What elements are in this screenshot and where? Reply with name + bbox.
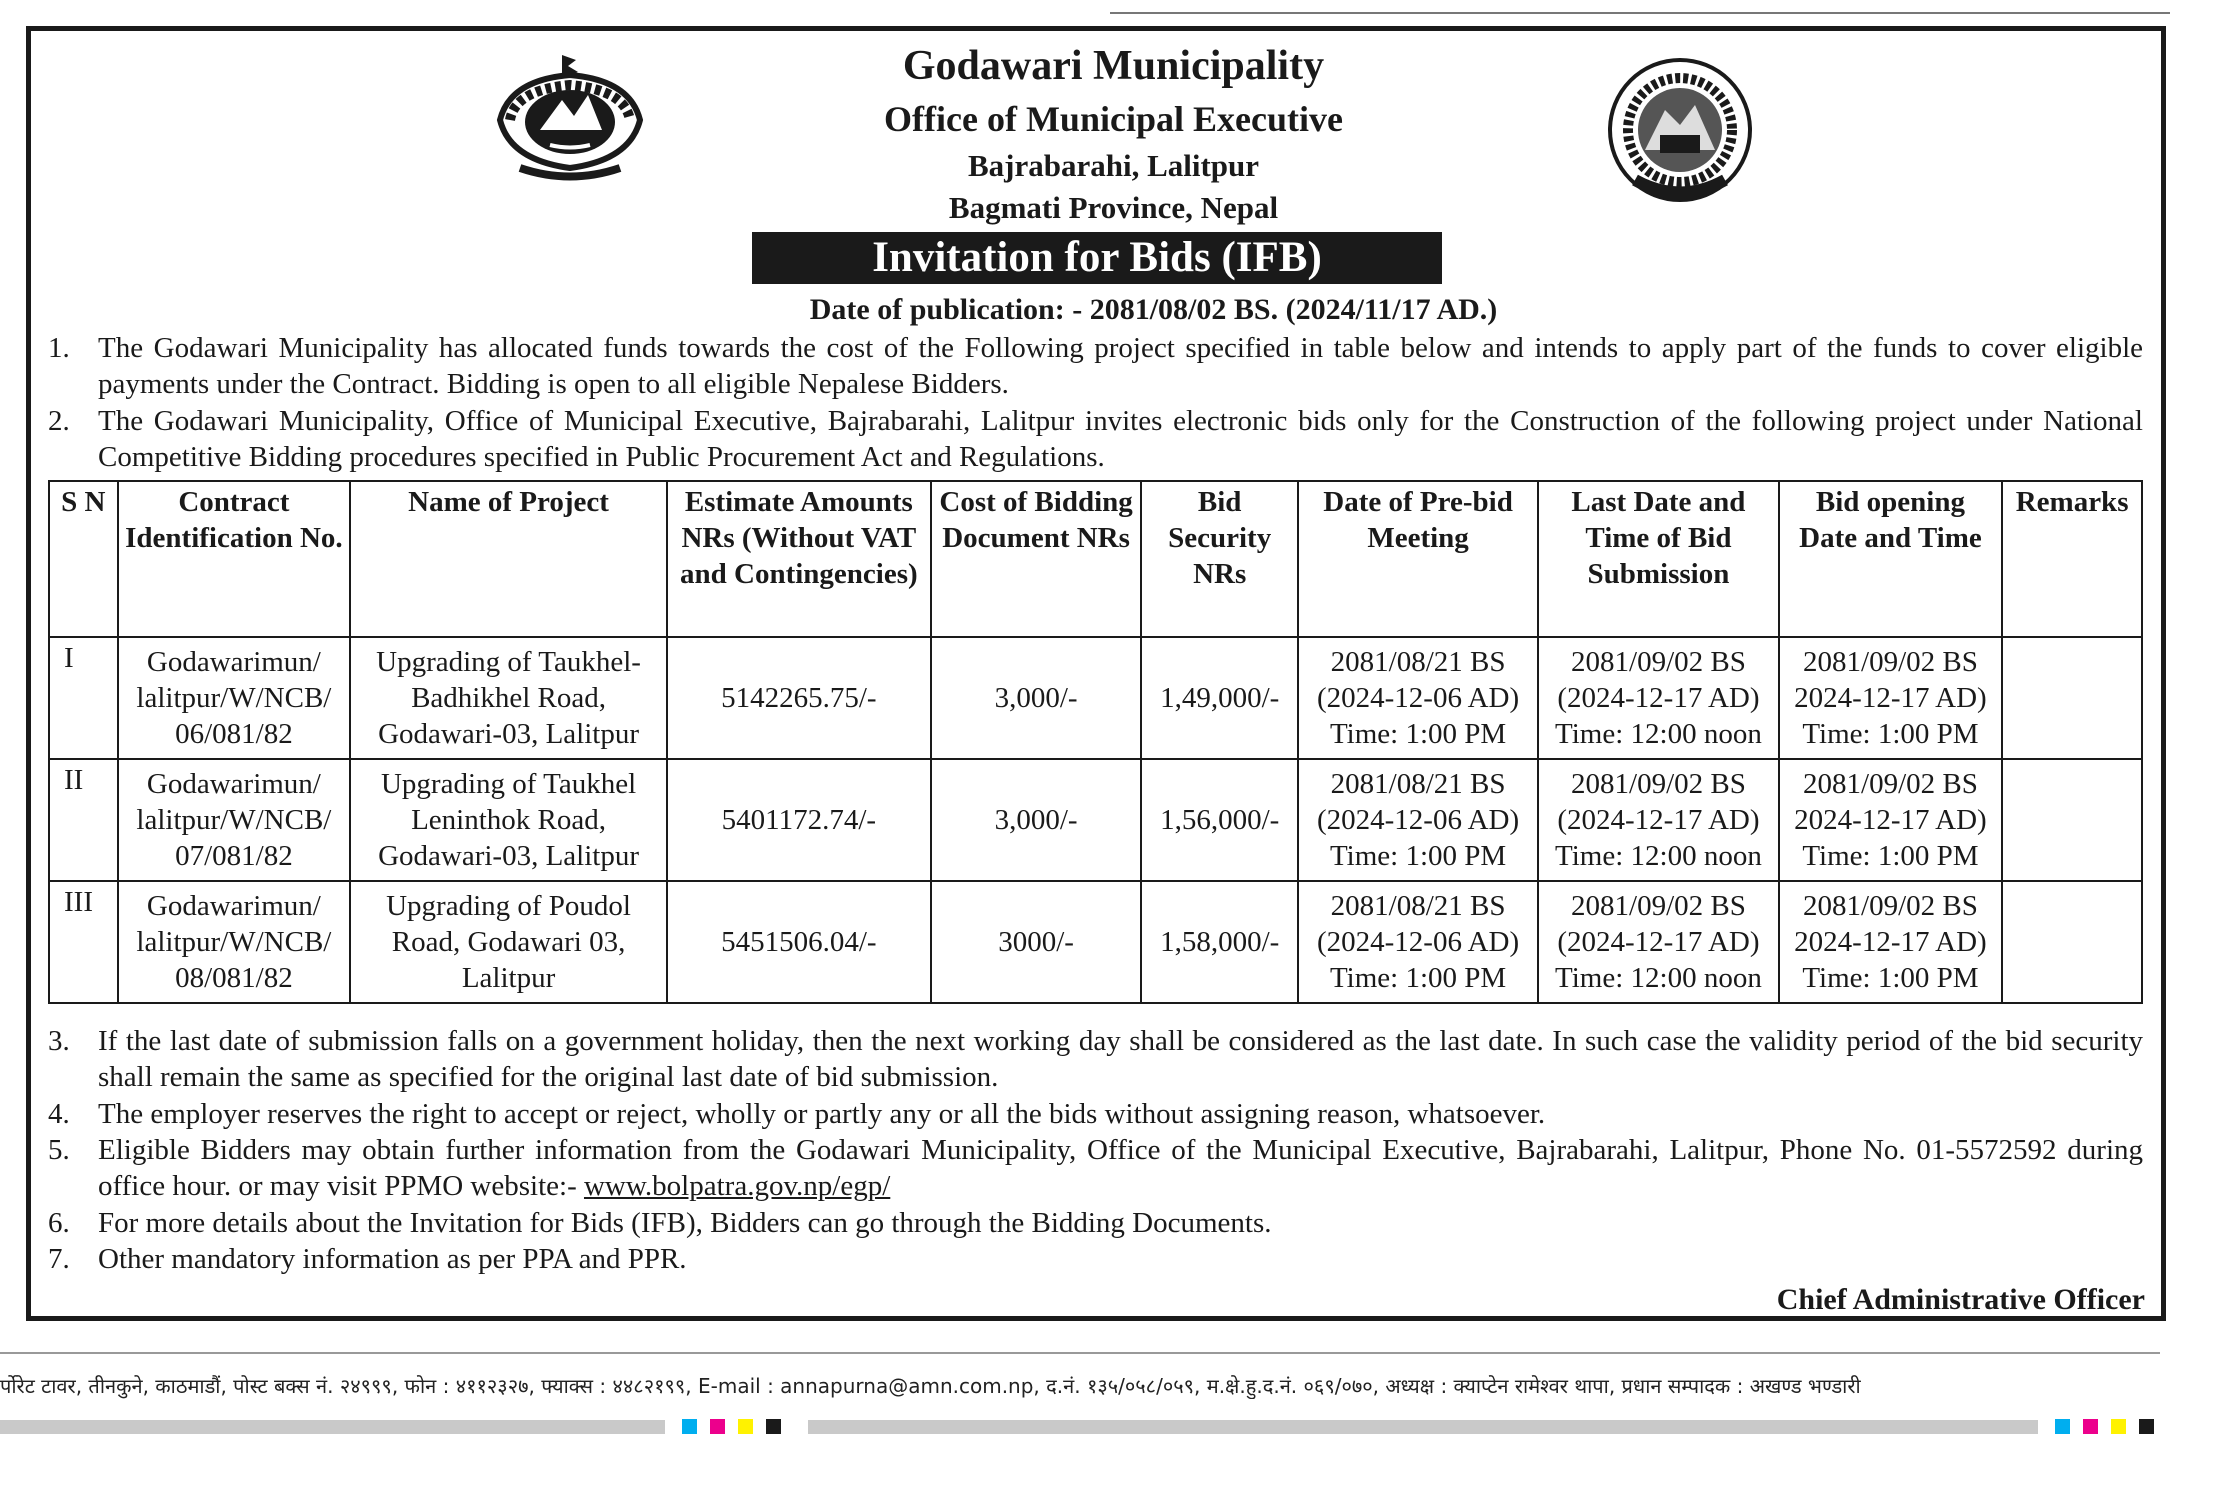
cell-line: (2024-12-06 AD) xyxy=(1316,926,1520,958)
table-row xyxy=(49,759,2142,881)
cell-bid-security: 1,56,000/- xyxy=(1141,759,1298,881)
cell-project-name xyxy=(350,881,667,1003)
cell-line: Upgrading of Taukhel xyxy=(380,768,637,800)
yellow-mark xyxy=(738,1419,753,1434)
cell-opening xyxy=(1779,881,2003,1003)
paragraph-number: 2. xyxy=(48,405,70,437)
column-header: Cost of Bidding Document NRs xyxy=(931,481,1142,637)
signatory-title: Chief Administrative Officer xyxy=(1776,1283,2145,1316)
cell-line: 2081/08/21 BS xyxy=(1330,646,1506,678)
closing-paragraph xyxy=(48,1096,2143,1132)
cell-line: Time: 1:00 PM xyxy=(1329,840,1507,872)
paragraph-number: 5. xyxy=(48,1134,70,1166)
column-header: Bid Security NRs xyxy=(1141,481,1298,637)
cell-doc-cost: 3,000/- xyxy=(931,637,1142,759)
cell-contract-id xyxy=(118,637,351,759)
cell-prebid xyxy=(1298,637,1538,759)
cell-sn: II xyxy=(49,759,118,881)
cell-opening xyxy=(1779,637,2003,759)
magenta-mark xyxy=(710,1419,725,1434)
magenta-mark xyxy=(2083,1419,2098,1434)
footer-divider xyxy=(0,1352,2160,1354)
publisher-footer: र्पोरेट टावर, तीनकुने, काठमाडौं, पोस्ट बक्स नं. २४९९९, फोन : ४११२३२७, फ्याक्स : ४४८२१९९, E-mail : annapurna@amn.com.np, द.नं. १३५/०५८/०५९, म.क्षे.हु.द.नं. ०६९/०७०, अध्यक्ष : क्याप्टेन रामेश्वर थापा, प्रधान सम्पादक : अखण्ड भण्डारी xyxy=(0,1374,1861,1398)
cell-doc-cost: 3,000/- xyxy=(931,759,1142,881)
cell-line: Lalitpur xyxy=(461,962,556,994)
cell-submission xyxy=(1538,881,1778,1003)
bids-table xyxy=(48,480,2143,1004)
black-mark xyxy=(2139,1419,2154,1434)
cell-line: 2081/08/21 BS xyxy=(1330,890,1506,922)
cell-bid-security: 1,58,000/- xyxy=(1141,881,1298,1003)
cell-project-name xyxy=(350,637,667,759)
table-row xyxy=(49,881,2142,1003)
paragraph-text: The Godawari Municipality, Office of Municipal Executive, Bajrabarahi, Lalitpur invites electronic bids only for the Construction of the following project under National Competitive Bidding procedures specified in Public Procurement Act and Regulations. xyxy=(98,405,2143,473)
cell-project-name xyxy=(350,759,667,881)
cell-line: 2081/09/02 BS xyxy=(1803,768,1978,800)
cell-estimate: 5142265.75/- xyxy=(667,637,931,759)
paragraph-number: 4. xyxy=(48,1098,70,1130)
province-name: Bagmati Province, Nepal xyxy=(948,190,1279,225)
cell-line: Time: 1:00 PM xyxy=(1329,962,1507,994)
registration-bar xyxy=(808,1420,2038,1434)
cell-prebid xyxy=(1298,881,1538,1003)
cell-estimate: 5451506.04/- xyxy=(667,881,931,1003)
cell-line: lalitpur/W/NCB/ xyxy=(136,926,332,958)
cell-doc-cost: 3000/- xyxy=(931,881,1142,1003)
cell-line: (2024-12-17 AD) xyxy=(1557,682,1760,714)
closing-paragraph xyxy=(48,1132,2143,1204)
yellow-mark xyxy=(2111,1419,2126,1434)
table-header-row xyxy=(49,481,2142,637)
cell-line: Road, Godawari 03, xyxy=(391,926,626,958)
paragraph-text: If the last date of submission falls on a government holiday, then the next working day shall be considered as the last date. In such case the validity period of the bid security shall remain the same as specified for the original last date of bid submission. xyxy=(98,1025,2143,1093)
cell-line: 2024-12-17 AD) xyxy=(1794,926,1987,958)
table-row xyxy=(49,637,2142,759)
cell-bid-security: 1,49,000/- xyxy=(1141,637,1298,759)
paragraph-number: 7. xyxy=(48,1243,70,1275)
paragraph-text: The employer reserves the right to accept or reject, wholly or partly any or all the bids without assigning reason, whatsoever. xyxy=(98,1098,1546,1130)
cell-line: Time: 1:00 PM xyxy=(1802,718,1979,750)
closing-paragraph xyxy=(48,1241,2143,1277)
column-header: Estimate Amounts NRs (Without VAT and Contingencies) xyxy=(667,481,931,637)
paragraph-number: 3. xyxy=(48,1025,70,1057)
cell-line: 08/081/82 xyxy=(175,962,293,994)
cell-opening xyxy=(1779,759,2003,881)
cell-line: Godawari-03, Lalitpur xyxy=(378,718,640,750)
cell-line: Upgrading of Taukhel- xyxy=(376,646,641,678)
cell-sn: I xyxy=(49,637,118,759)
cell-line: 2081/09/02 BS xyxy=(1803,646,1978,678)
cell-sn: III xyxy=(49,881,118,1003)
intro-paragraph xyxy=(48,403,2143,475)
cell-line: Time: 1:00 PM xyxy=(1802,962,1979,994)
cell-line: 2081/08/21 BS xyxy=(1330,768,1506,800)
cell-line: 2081/09/02 BS xyxy=(1803,890,1978,922)
paragraph-text: For more details about the Invitation for Bids (IFB), Bidders can go through the Bidding Documents. xyxy=(98,1207,1272,1239)
column-header: Date of Pre-bid Meeting xyxy=(1298,481,1538,637)
top-rule xyxy=(1110,12,2170,14)
column-header: Contract Identification No. xyxy=(118,481,351,637)
ppmo-website-link[interactable]: www.bolpatra.gov.np/egp/ xyxy=(583,1170,891,1202)
cell-line: Upgrading of Poudol xyxy=(386,890,631,922)
paragraph-text-body: Eligible Bidders may obtain further information from the Godawari Municipality, Office of the Municipal Executive, Bajrabarahi, Lalitpur, Phone No. 01-5572592 during office hour. or may visit PPMO website:- xyxy=(98,1134,2143,1202)
notice-title-banner: Invitation for Bids (IFB) xyxy=(752,232,1442,284)
cell-contract-id xyxy=(118,759,351,881)
municipality-title: Godawari Municipality xyxy=(902,43,1325,89)
cyan-mark xyxy=(682,1419,697,1434)
column-header: S N xyxy=(49,481,118,637)
cell-line: 07/081/82 xyxy=(175,840,293,872)
cell-line: Godawarimun/ xyxy=(146,768,321,800)
paragraph-text: Other mandatory information as per PPA and PPR. xyxy=(98,1243,687,1275)
cell-prebid xyxy=(1298,759,1538,881)
column-header: Remarks xyxy=(2002,481,2142,637)
cell-line: Time: 12:00 noon xyxy=(1555,840,1762,872)
cell-line: 2081/09/02 BS xyxy=(1571,890,1746,922)
column-header: Bid opening Date and Time xyxy=(1779,481,2003,637)
closing-paragraph xyxy=(48,1023,2143,1095)
cell-line: Godawarimun/ xyxy=(146,890,321,922)
cell-line: (2024-12-06 AD) xyxy=(1316,682,1520,714)
paragraph-number: 1. xyxy=(48,332,70,364)
cell-contract-id xyxy=(118,881,351,1003)
intro-paragraph xyxy=(48,330,2143,402)
cell-line: Time: 12:00 noon xyxy=(1555,718,1762,750)
cell-estimate: 5401172.74/- xyxy=(667,759,931,881)
publication-date: Date of publication: - 2081/08/02 BS. (2024/11/17 AD.) xyxy=(809,293,1498,326)
cell-line: Badhikhel Road, xyxy=(411,682,607,714)
cell-line: Time: 12:00 noon xyxy=(1555,962,1762,994)
column-header: Name of Project xyxy=(350,481,667,637)
cell-remarks xyxy=(2002,637,2142,759)
cell-line: 2024-12-17 AD) xyxy=(1794,804,1987,836)
cell-line: (2024-12-17 AD) xyxy=(1557,926,1760,958)
cell-line: (2024-12-17 AD) xyxy=(1557,804,1760,836)
cell-line: lalitpur/W/NCB/ xyxy=(136,682,332,714)
cell-submission xyxy=(1538,637,1778,759)
cell-line: 2081/09/02 BS xyxy=(1571,646,1746,678)
cell-remarks xyxy=(2002,881,2142,1003)
cell-line: (2024-12-06 AD) xyxy=(1316,804,1520,836)
cell-line: Time: 1:00 PM xyxy=(1802,840,1979,872)
office-address: Bajrabarahi, Lalitpur xyxy=(967,148,1260,183)
cell-remarks xyxy=(2002,759,2142,881)
cell-line: 06/081/82 xyxy=(175,718,293,750)
paragraph-text xyxy=(98,1132,2143,1204)
cell-line: lalitpur/W/NCB/ xyxy=(136,804,332,836)
closing-paragraph xyxy=(48,1205,2143,1241)
registration-bar xyxy=(0,1420,665,1434)
cell-line: Leninthok Road, xyxy=(411,804,607,836)
cell-submission xyxy=(1538,759,1778,881)
office-name: Office of Municipal Executive xyxy=(884,99,1343,139)
paragraph-number: 6. xyxy=(48,1207,70,1239)
cell-line: Godawarimun/ xyxy=(146,646,321,678)
cell-line: Godawari-03, Lalitpur xyxy=(378,840,640,872)
cell-line: 2081/09/02 BS xyxy=(1571,768,1746,800)
cell-line: Time: 1:00 PM xyxy=(1329,718,1507,750)
cell-line: 2024-12-17 AD) xyxy=(1794,682,1987,714)
cyan-mark xyxy=(2055,1419,2070,1434)
black-mark xyxy=(766,1419,781,1434)
paragraph-text: The Godawari Municipality has allocated funds towards the cost of the Following project specified in table below and intends to apply part of the funds to cover eligible payments under the Contract. Bidding is open to all eligible Nepalese Bidders. xyxy=(98,332,2143,400)
column-header: Last Date and Time of Bid Submission xyxy=(1538,481,1778,637)
